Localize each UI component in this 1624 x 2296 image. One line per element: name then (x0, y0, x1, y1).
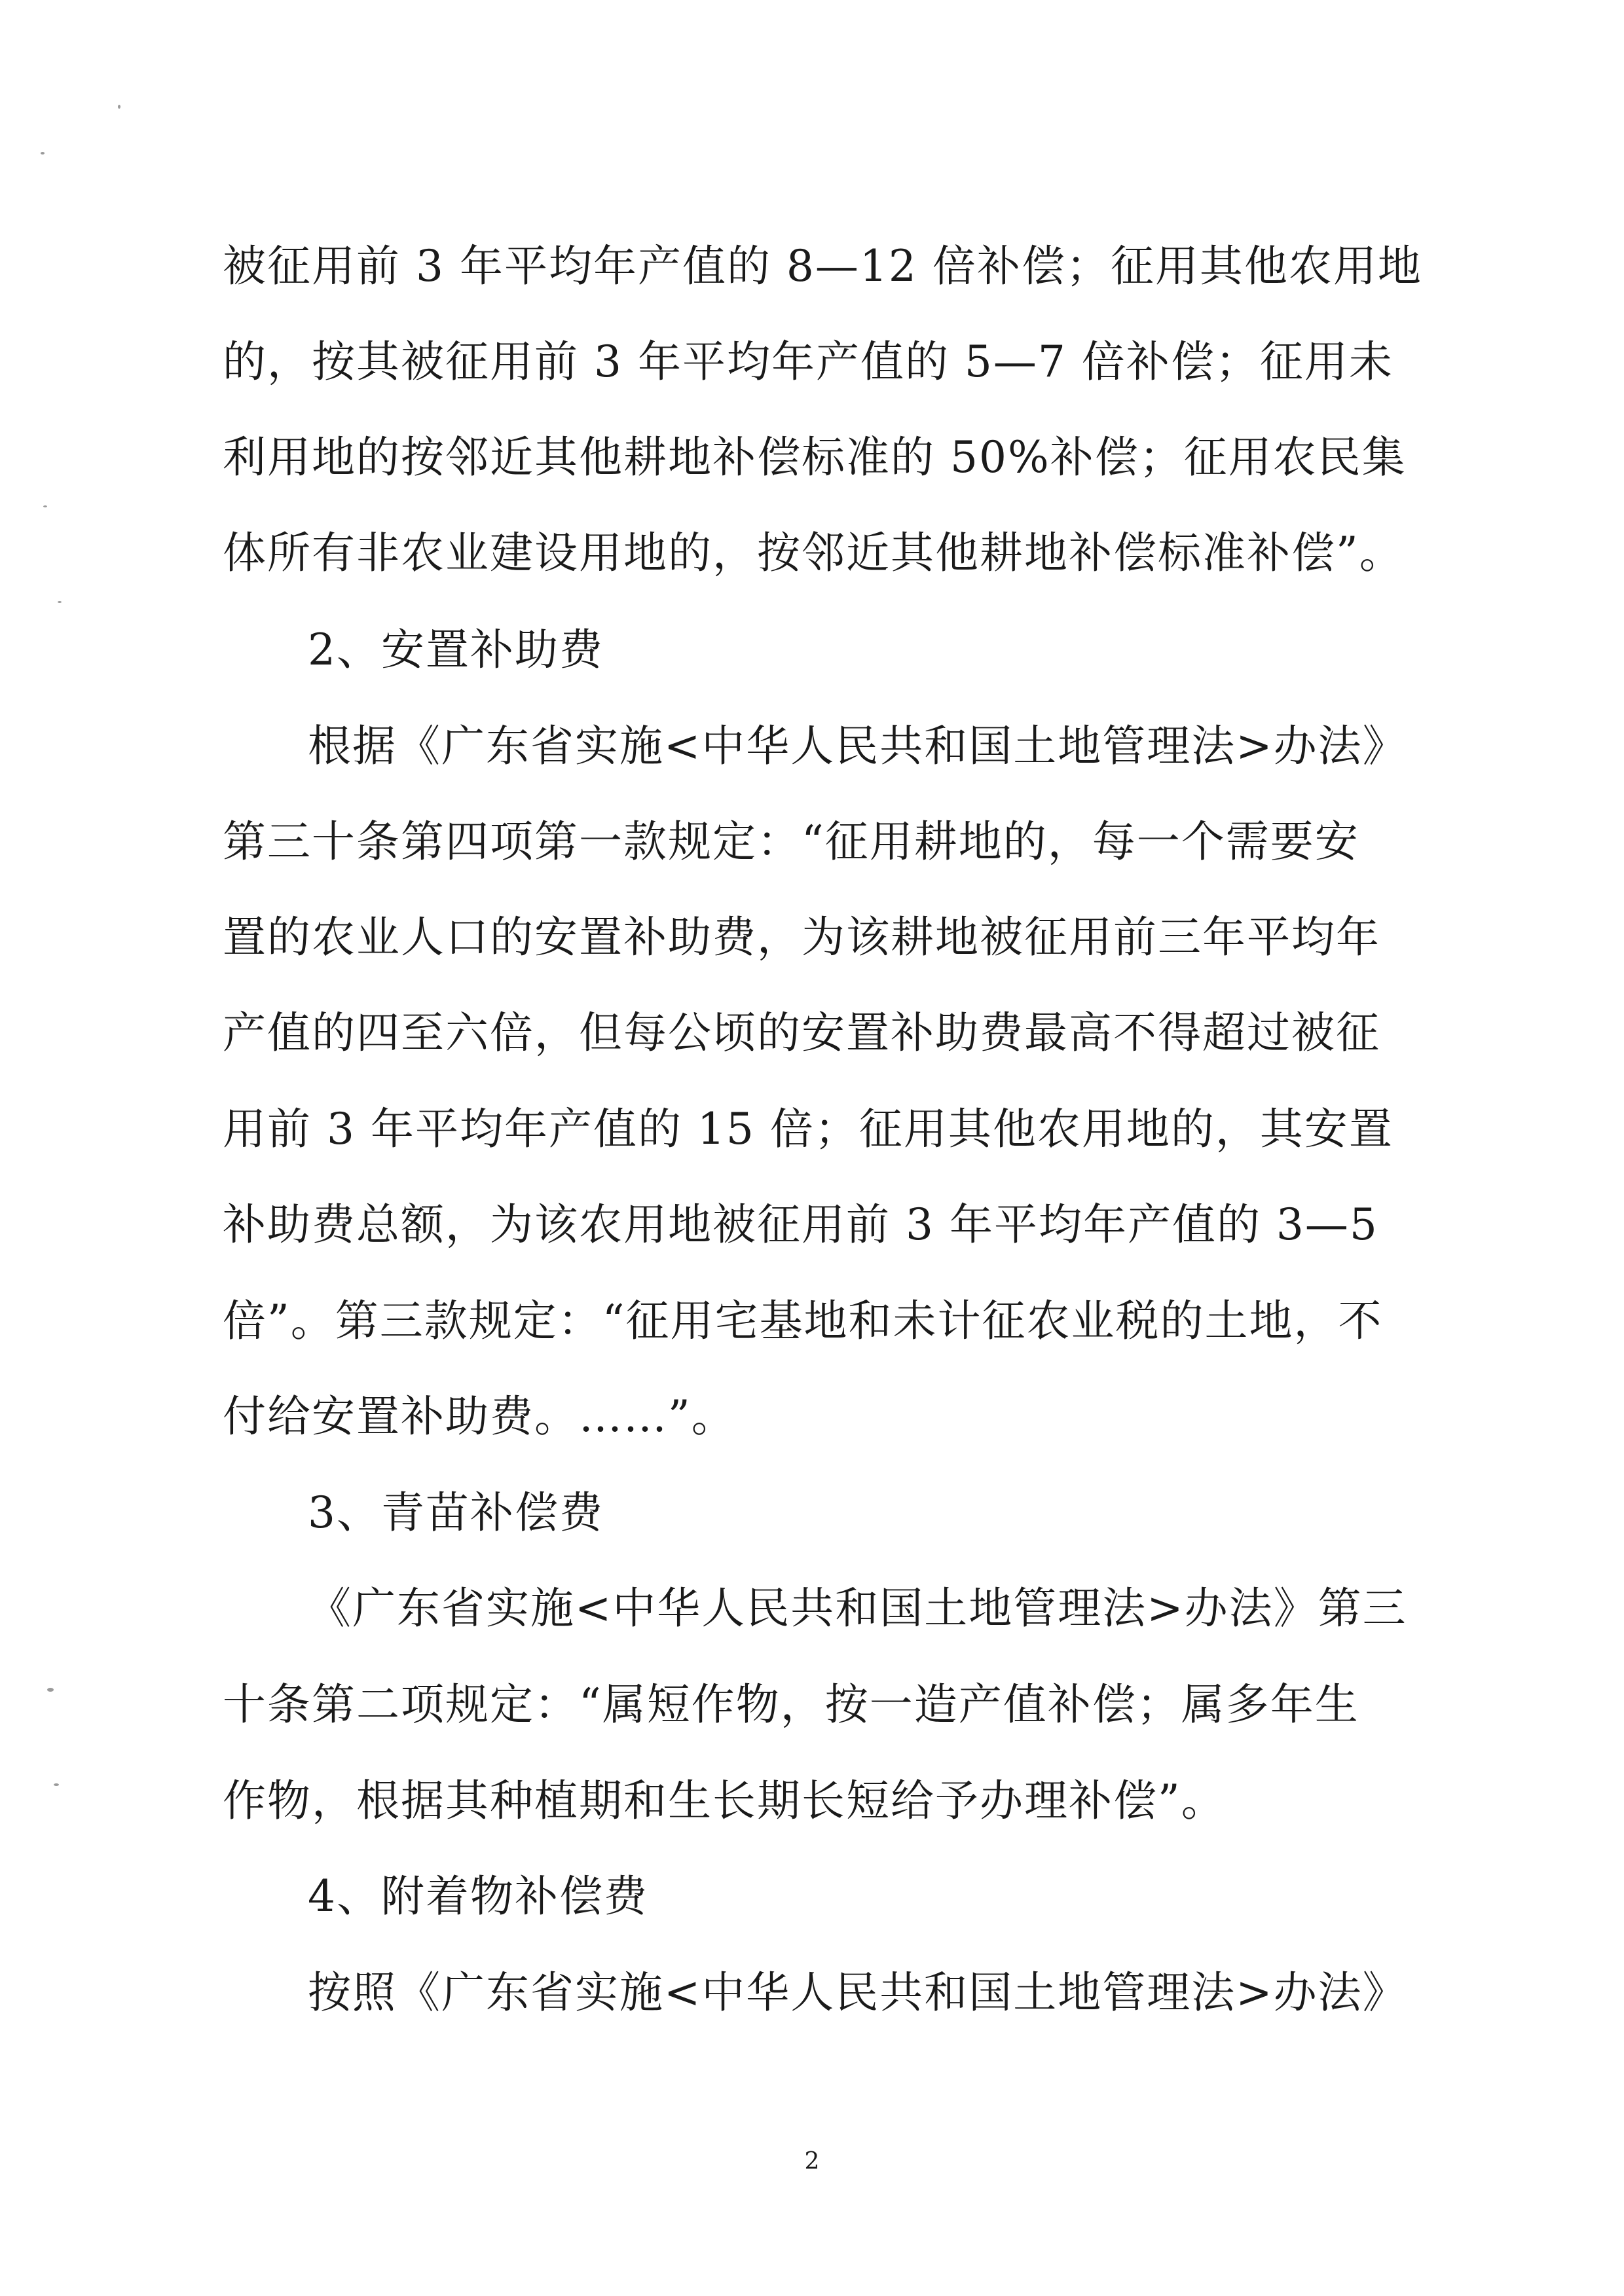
scan-speck (47, 1688, 54, 1692)
paragraph-line: 用前 3 年平均年产值的 15 倍；征用其他农用地的，其安置 (223, 1104, 1393, 1154)
paragraph-line: 《广东省实施<中华人民共和国土地管理法>办法》第三 (308, 1583, 1407, 1633)
section-heading: 4、附着物补偿费 (308, 1871, 648, 1922)
scan-speck (118, 105, 120, 109)
scan-speck (58, 601, 62, 603)
page-number: 2 (804, 2148, 820, 2175)
paragraph-line: 根据《广东省实施<中华人民共和国土地管理法>办法》 (308, 721, 1407, 771)
scan-speck (54, 1783, 59, 1786)
paragraph-line: 补助费总额，为该农用地被征用前 3 年平均年产值的 3—5 (223, 1199, 1378, 1250)
scan-speck (41, 152, 45, 155)
paragraph-line: 利用地的按邻近其他耕地补偿标准的 50%补偿；征用农民集 (223, 432, 1407, 483)
paragraph-line: 置的农业人口的安置补助费，为该耕地被征用前三年平均年 (223, 912, 1380, 962)
paragraph-line: 被征用前 3 年平均年产值的 8—12 倍补偿；征用其他农用地 (223, 241, 1422, 291)
paragraph-line: 付给安置补助费。……”。 (223, 1391, 736, 1442)
paragraph-line: 产值的四至六倍，但每公顷的安置补助费最高不得超过被征 (223, 1008, 1380, 1058)
paragraph-line: 体所有非农业建设用地的，按邻近其他耕地补偿标准补偿”。 (223, 528, 1404, 578)
paragraph-line: 作物，根据其种植期和生长期长短给予办理补偿”。 (223, 1776, 1226, 1826)
section-heading: 3、青苗补偿费 (308, 1487, 604, 1538)
paragraph-line: 按照《广东省实施<中华人民共和国土地管理法>办法》 (308, 1967, 1407, 2018)
paragraph-line: 第三十条第四项第一款规定：“征用耕地的，每一个需要安 (223, 816, 1359, 867)
scan-speck (43, 505, 47, 507)
paragraph-line: 倍”。第三款规定：“征用宅基地和未计征农业税的土地，不 (223, 1296, 1383, 1346)
paragraph-line: 的，按其被征用前 3 年平均年产值的 5—7 倍补偿；征用未 (223, 337, 1393, 387)
paragraph-line: 十条第二项规定：“属短作物，按一造产值补偿；属多年生 (223, 1679, 1359, 1730)
section-heading: 2、安置补助费 (308, 625, 604, 675)
